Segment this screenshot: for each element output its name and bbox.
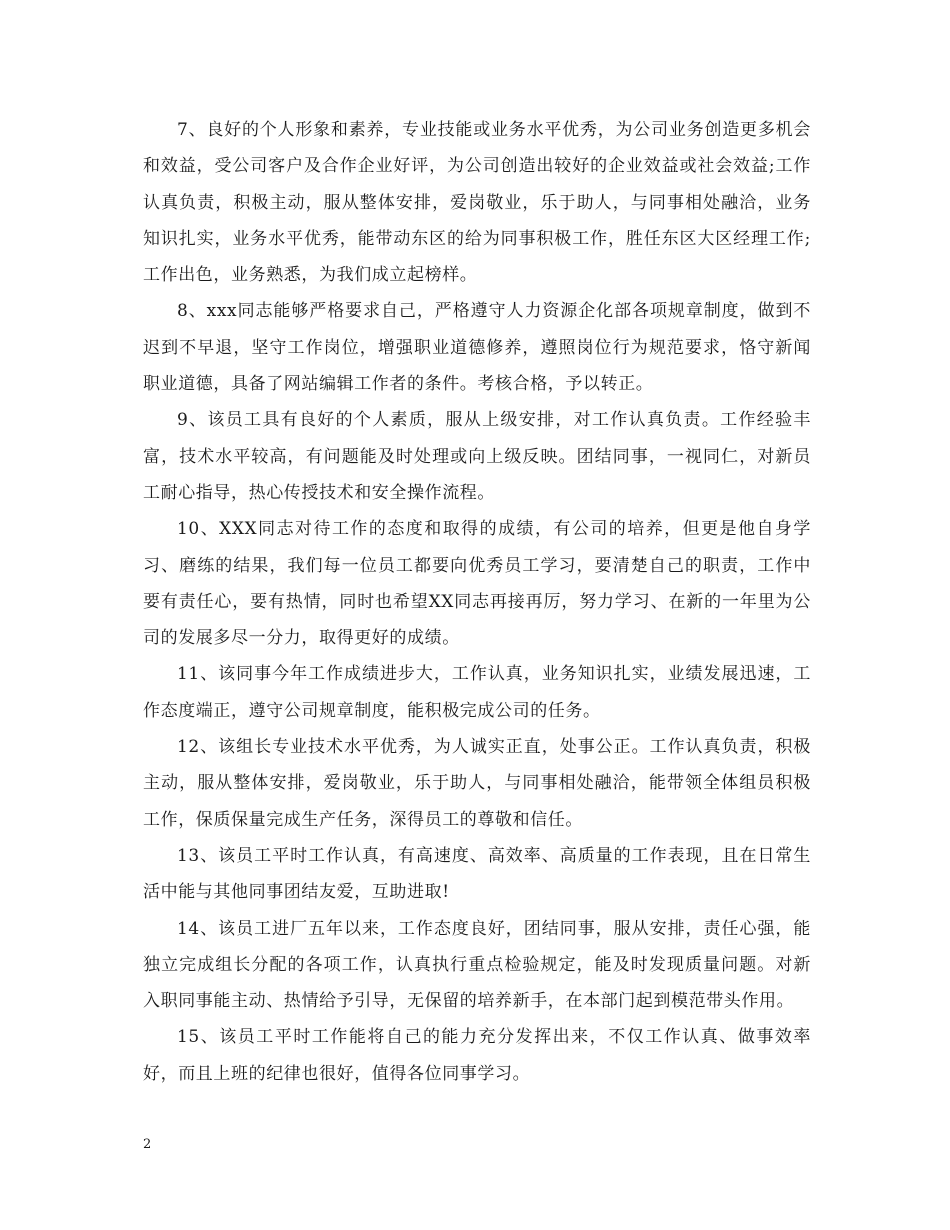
document-body <box>143 112 811 1092</box>
paragraph-15: 15、该员工平时工作能将自己的能力充分发挥出来，不仅工作认真、做事效率好，而且上班的纪律也很好，值得各位同事学习。 <box>143 1027 811 1084</box>
paragraph-12: 12、该组长专业技术水平优秀，为人诚实正直，处事公正。工作认真负责，积极主动，服从整体安排，爱岗敬业，乐于助人，与同事相处融洽，能带领全体组员积极工作，保质保量完成生产任务，深得员工的尊敬和信任。 <box>143 737 811 830</box>
paragraph-8: 8、xxx同志能够严格要求自己，严格遵守人力资源企化部各项规章制度，做到不迟到不早退，坚守工作岗位，增强职业道德修养，遵照岗位行为规范要求，恪守新闻职业道德，具备了网站编辑工作者的条件。考核合格，予以转正。 <box>143 301 811 395</box>
paragraph-11: 11、该同事今年工作成绩进步大，工作认真，业务知识扎实，业绩发展迅速，工作态度端正，遵守公司规章制度，能积极完成公司的任务。 <box>143 664 811 721</box>
paragraph-7: 7、良好的个人形象和素养，专业技能或业务水平优秀，为公司业务创造更多机会和效益，受公司客户及合作企业好评，为公司创造出较好的企业效益或社会效益;工作认真负责，积极主动，服从整体安排，爱岗敬业，乐于助人，与同事相处融洽，业务知识扎实，业务水平优秀，能带动东区的给为同事积极工作，胜任东区大区经理工作;工作出色，业务熟悉，为我们成立起榜样。 <box>143 120 811 286</box>
paragraph-9: 9、该员工具有良好的个人素质，服从上级安排，对工作认真负责。工作经验丰富，技术水平较高，有问题能及时处理或向上级反映。团结同事，一视同仁，对新员工耐心指导，热心传授技术和安全操作流程。 <box>143 410 811 503</box>
paragraph-13: 13、该员工平时工作认真，有高速度、高效率、高质量的工作表现，且在日常生活中能与其他同事团结友爱，互助进取! <box>143 845 811 903</box>
page-number: 2 <box>143 1137 152 1152</box>
paragraph-14: 14、该员工进厂五年以来，工作态度良好，团结同事，服从安排，责任心强，能独立完成组长分配的各项工作，认真执行重点检验规定，能及时发现质量问题。对新入职同事能主动、热情给予引导，无保留的培养新手，在本部门起到模范带头作用。 <box>143 918 811 1012</box>
paragraph-10: 10、XXX同志对待工作的态度和取得的成绩，有公司的培养，但更是他自身学习、磨练的结果，我们每一位员工都要向优秀员工学习，要清楚自己的职责，工作中要有责任心，要有热情，同时也希望XX同志再接再厉，努力学习、在新的一年里为公司的发展多尽一分力，取得更好的成绩。 <box>143 519 811 649</box>
